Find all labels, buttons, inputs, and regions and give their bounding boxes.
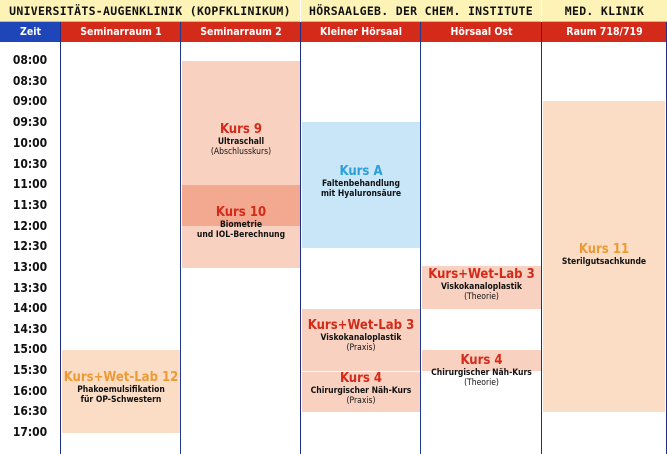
column-divider [180,22,181,454]
column-header-zeit: Zeit [0,22,61,42]
course-wetlab-12[interactable] [62,371,180,405]
course-wetlab3-praxis[interactable] [302,319,420,353]
column-header-seminarraum-1: Seminarraum 1 [61,22,181,42]
column-header-kleiner-hoersaal: Kleiner Hörsaal [301,22,421,42]
course-kurs-a[interactable] [302,165,420,199]
time-label: 16:00 [12,384,48,398]
course-subtitle: (Praxis) [346,395,376,406]
course-subtitle: Chirurgischer Näh-Kurs [431,367,532,378]
time-label: 08:00 [12,53,48,67]
time-label: 11:00 [12,177,48,191]
time-label: 14:00 [12,301,48,315]
course-kurs-11[interactable] [543,243,665,268]
time-label: 10:00 [12,136,48,150]
group-header-medklinik: MED. KLINIK [542,0,667,22]
course-title: Kurs+Wet-Lab 3 [307,318,415,333]
course-subtitle: mit Hyaluronsäure [320,188,402,199]
time-label: 11:30 [12,198,48,212]
column-divider [60,22,61,454]
course-subtitle: Sterilgutsachkunde [561,256,647,267]
course-kurs4-theorie[interactable] [422,354,541,388]
time-label: 09:00 [12,94,48,108]
column-divider [541,22,542,454]
course-title: Kurs 11 [578,242,630,257]
course-subtitle: Ultraschall [217,136,265,147]
group-header-hoersaal: HÖRSAALGEB. DER CHEM. INSTITUTE [301,0,541,22]
time-label: 14:30 [12,322,48,336]
time-label: 08:30 [12,74,48,88]
course-subtitle: Viskokanaloplastik [441,281,522,292]
course-kurs4-praxis[interactable] [302,372,420,406]
course-subtitle: (Praxis) [346,342,376,353]
course-subtitle: Chirurgischer Näh-Kurs [310,385,412,396]
course-subtitle: Biometrie [219,219,263,230]
time-label: 12:00 [12,219,48,233]
course-subtitle: (Theorie) [464,377,499,388]
group-header-augenklinik: UNIVERSITÄTS-AUGENKLINIK (KOPFKLINIKUM) [0,0,300,22]
time-label: 15:30 [12,363,48,377]
course-subtitle: (Theorie) [464,291,499,302]
column-divider [300,22,301,454]
course-subtitle: Viskokanaloplastik [320,332,402,343]
course-title: Kurs A [339,164,383,179]
course-title: Kurs 4 [339,371,383,386]
time-label: 12:30 [12,239,48,253]
time-label: 16:30 [12,404,48,418]
time-label: 13:00 [12,260,48,274]
course-subtitle: (Abschlusskurs) [210,146,272,157]
course-wetlab3-theorie[interactable] [422,268,541,302]
column-header-seminarraum-2: Seminarraum 2 [181,22,301,42]
column-header-raum-718: Raum 718/719 [542,22,667,42]
course-title: Kurs 9 [219,122,263,137]
course-kurs-9[interactable] [182,123,300,157]
column-divider [420,22,421,454]
course-title: Kurs 10 [215,205,267,220]
course-subtitle: für OP-Schwestern [80,394,162,405]
time-label: 13:30 [12,281,48,295]
course-title: Kurs+Wet-Lab 12 [63,370,179,385]
time-label: 15:00 [12,342,48,356]
column-header-hoersaal-ost: Hörsaal Ost [421,22,542,42]
time-label: 10:30 [12,157,48,171]
time-label: 09:30 [12,115,48,129]
course-subtitle: und IOL-Berechnung [196,229,286,240]
time-label: 17:00 [12,425,48,439]
course-subtitle: Phakoemulsifikation [77,384,165,395]
course-subtitle: Faltenbehandlung [322,178,400,189]
course-title: Kurs 4 [460,353,503,368]
course-title: Kurs+Wet-Lab 3 [428,267,535,282]
course-kurs-10[interactable] [182,206,300,240]
